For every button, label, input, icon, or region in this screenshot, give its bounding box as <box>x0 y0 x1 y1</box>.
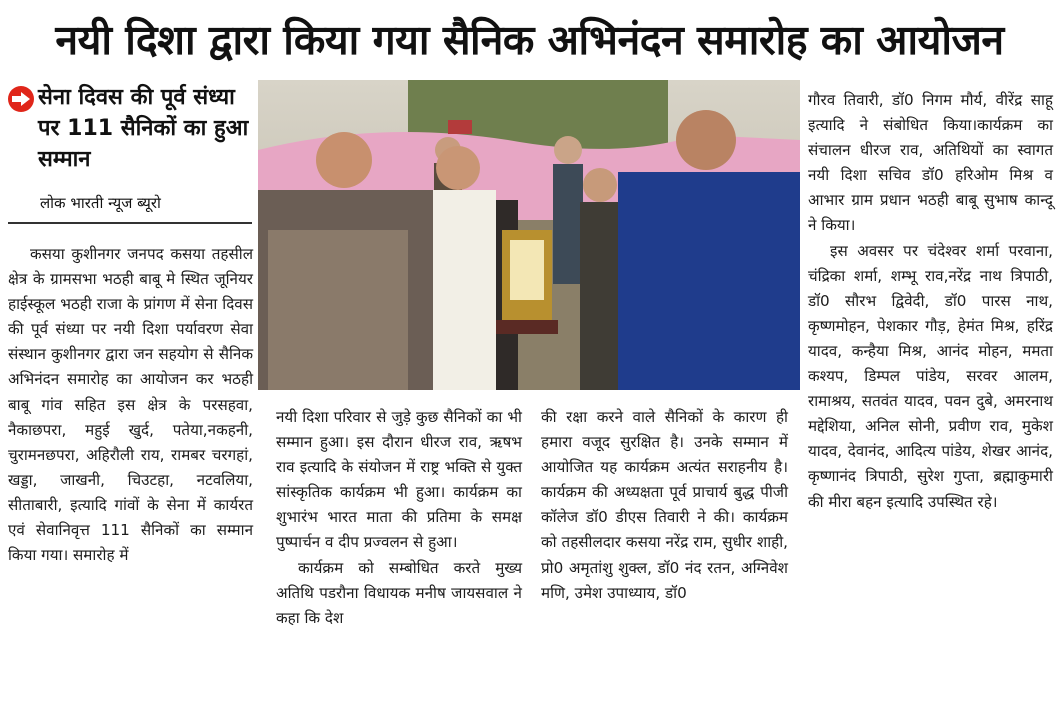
headline: नयी दिशा द्वारा किया गया सैनिक अभिनंदन समारोह का आयोजन <box>55 16 1004 64</box>
paragraph: गौरव तिवारी, डॉ0 निगम मौर्य, वीरेंद्र साहू इत्यादि ने संबोधित किया।कार्यक्रम का संचालन धीरज राव, अतिथियों का स्वागत नयी दिशा सचिव डॉ0 हरिओम मिश्र व आभार ग्राम प्रधान भठही बाबू सुभाष कान्दू ने किया। <box>808 91 1053 235</box>
paragraph: की रक्षा करने वाले सैनिकों के कारण ही हमारा वजूद सुरक्षित है। उनके सम्मान में आयोजित यह कार्यक्रम अत्यंत सराहनीय है।कार्यक्रम की अध्यक्षता पूर्व प्राचार्य बुद्ध पीजी कॉलेज डॉ0 डीएस तिवारी ने की। कार्यक्रम को तहसीलदार कसया नरेंद्र राम, सुधीर शाही, प्रो0 अमृतांशु शुक्ल, डॉ0 नंद रतन, अग्निवेश मणि, उमेश उपाध्याय, डॉ0 <box>541 408 788 602</box>
paragraph: कार्यक्रम को सम्बोधित करते मुख्य अतिथि पडरौना विधायक मनीष जायसवाल ने कहा कि देश <box>276 558 522 627</box>
article-column-3 <box>541 405 788 606</box>
subhead: सेना दिवस की पूर्व संध्या पर 111 सैनिकों का हुआ सम्मान <box>38 85 249 172</box>
arrow-right-circle-icon <box>8 86 34 112</box>
article-column-2 <box>276 405 522 631</box>
paragraph: नयी दिशा परिवार से जुड़े कुछ सैनिकों का भी सम्मान हुआ। इस दौरान धीरज राव, ऋषभ राव इत्यादि के संयोजन में राष्ट्र भक्ति से युक्त सांस्कृतिक कार्यक्रम भी हुआ। कार्यक्रम का शुभारंभ भारत माता की प्रतिमा के समक्ष पुष्पार्चन व दीप प्रज्वलन से हुआ। <box>276 408 522 552</box>
paragraph: कसया कुशीनगर जनपद कसया तहसील क्षेत्र के ग्रामसभा भठही बाबू मे स्थित जूनियर हाईस्कूल भठही राजा के प्रांगण में सेना दिवस की पूर्व संध्या पर नयी दिशा पर्यावरण सेवा संस्थान कुशीनगर द्वारा जन सहयोग से सैनिक अभिनंदन समारोह का आयोजन कर भठही बाबू गांव सहित इस क्षेत्र के परसहवा, नैकाछपरा, महुई खुर्द, पतेया,नकहनी, चुरामनछपरा, अहिरौली राय, रामबर चरगहां, खड्डा, जाखनी, चिउटहा, नटवलिया, सीताबारी, इत्यादि गांवों के सेना में कार्यरत एवं सेवानिवृत्त 111 सैनिकों का सम्मान किया गया। समारोह में <box>8 245 253 565</box>
byline-divider <box>8 222 252 224</box>
paragraph: इस अवसर पर चंदेश्वर शर्मा परवाना, चंद्रिका शर्मा, शम्भू राव,नरेंद्र नाथ त्रिपाठी, डॉ0 सौरभ द्विवेदी, डॉ0 पारस नाथ, कृष्णमोहन, पेशकार गौड़, हेमंत मिश्र, हरिंद्र यादव, कन्हैया मिश्र, आनंद मोहन, ममता कश्यप, डिम्पल पांडेय, सरवर आलम, रामाश्रय, सतवंत यादव, पवन दुबे, अमरनाथ मद्देशिया, अनिल सोनी, प्रवीण राव, मुकेश यादव, देवानंद, आदित्य पांडेय, शेखर आनंद, कृष्णानंद त्रिपाठी, सुरेश गुप्ता, ब्रह्माकुमारी की मीरा बहन इत्यादि उपस्थित रहे। <box>808 241 1053 511</box>
article-column-4 <box>808 88 1053 515</box>
event-photo <box>258 80 800 390</box>
article-column-1 <box>8 242 253 568</box>
subhead-block <box>8 82 258 175</box>
byline: लोक भारती न्यूज ब्यूरो <box>40 194 161 212</box>
